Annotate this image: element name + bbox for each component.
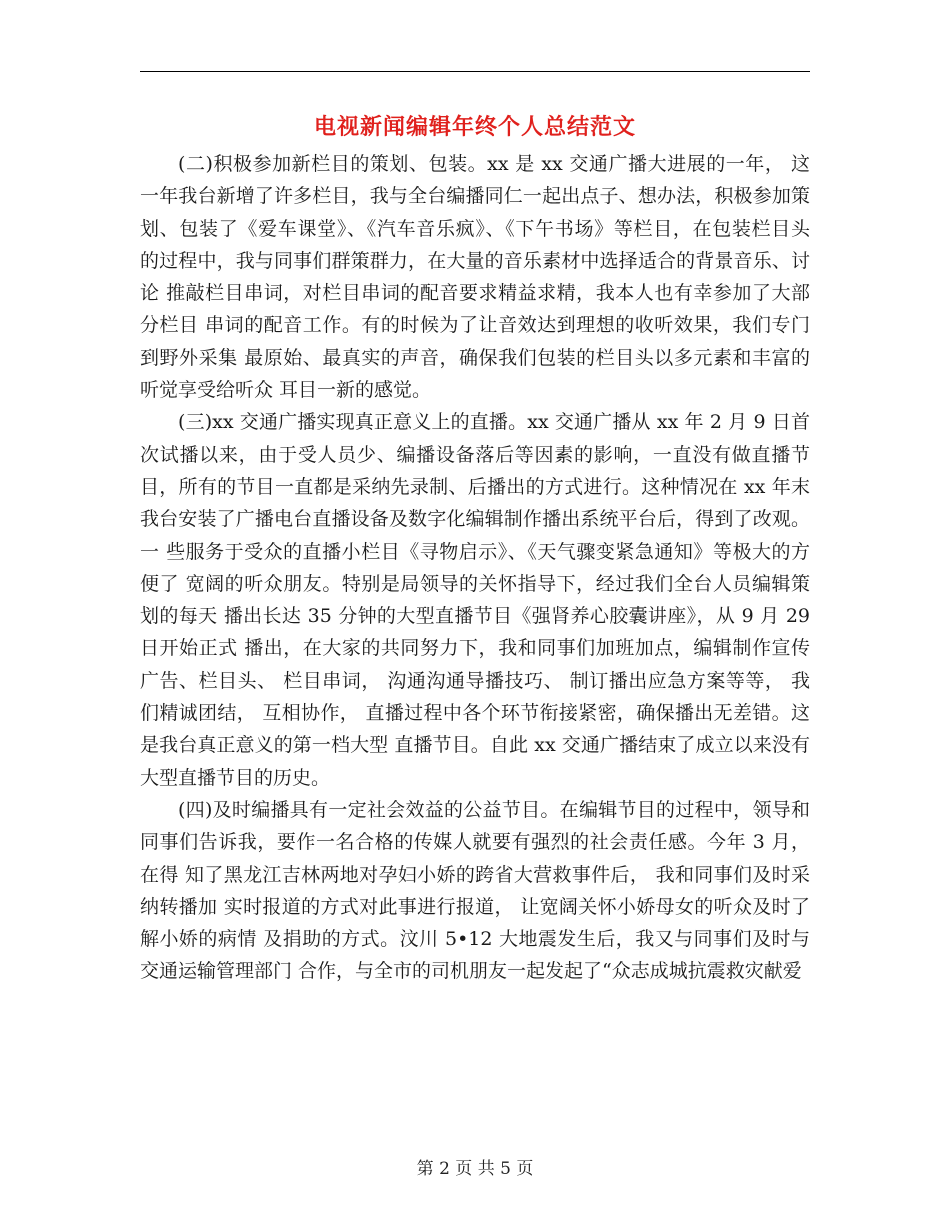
paragraph: (三)xx 交通广播实现真正意义上的直播。xx 交通广播从 xx 年 2 月 9 日首次试播以来，由于受人员少、编播设备落后等因素的影响，一直没有做直播节 目，所有的节目一直都是采纳先录制、后播出的方式进行。这种情况在 xx 年末 我台安装了广播电台直播设备及数字化编辑制作播出系统平台后，得到了改观。一 些服务于受众的直播小栏目《寻物启示》、《天气骤变紧急通知》等极大的方便了 宽阔的听众朋友。特别是局领导的关怀指导下，经过我们全台人员编辑策划的每天 播出长达 35 分钟的大型直播节目《强肾养心胶囊讲座》，从 9 月 29 日开始正式 播出，在大家的共同努力下，我和同事们加班加点，编辑制作宣传广告、栏目头、 栏目串词， 沟通沟通导播技巧、 制订播出应急方案等等， 我们精诚团结， 互相协作， 直播过程中各个环节衔接紧密，确保播出无差错。这是我台真正意义的第一档大型 直播节目。自此 xx 交通广播结束了成立以来没有大型直播节目的历史。 <box>140 411 810 789</box>
header-rule <box>140 71 810 72</box>
page-number-footer: 第 2 页 共 5 页 <box>416 1159 534 1179</box>
document-body <box>140 148 810 988</box>
document-title: 电视新闻编辑年终个人总结范文 <box>313 115 636 140</box>
paragraph: (二)积极参加新栏目的策划、包装。xx 是 xx 交通广播大进展的一年， 这一年我台新增了许多栏目，我与全台编播同仁一起出点子、想办法，积极参加策 划、包装了《爱车课堂》、《汽车音乐疯》、《下午书场》等栏目，在包装栏目头 的过程中，我与同事们群策群力，在大量的音乐素材中选择适合的背景音乐、讨论 推敲栏目串词，对栏目串词的配音要求精益求精，我本人也有幸参加了大部分栏目 串词的配音工作。有的时候为了让音效达到理想的收听效果，我们专门到野外采集 最原始、最真实的声音，确保我们包装的栏目头以多元素和丰富的听觉享受给听众 耳目一新的感觉。 <box>140 153 810 402</box>
paragraph: (四)及时编播具有一定社会效益的公益节目。在编辑节目的过程中，领导和 同事们告诉我，要作一名合格的传媒人就要有强烈的社会责任感。今年 3 月，在得 知了黑龙江吉林两地对孕妇小娇的跨省大营救事件后， 我和同事们及时采纳转播加 实时报道的方式对此事进行报道， 让宽阔关怀小娇母女的听众及时了解小娇的病情 及捐助的方式。汶川 5•12 大地震发生后，我又与同事们及时与交通运输管理部门 合作，与全市的司机朋友一起发起了“众志成城抗震救灾献爱 <box>140 798 810 983</box>
